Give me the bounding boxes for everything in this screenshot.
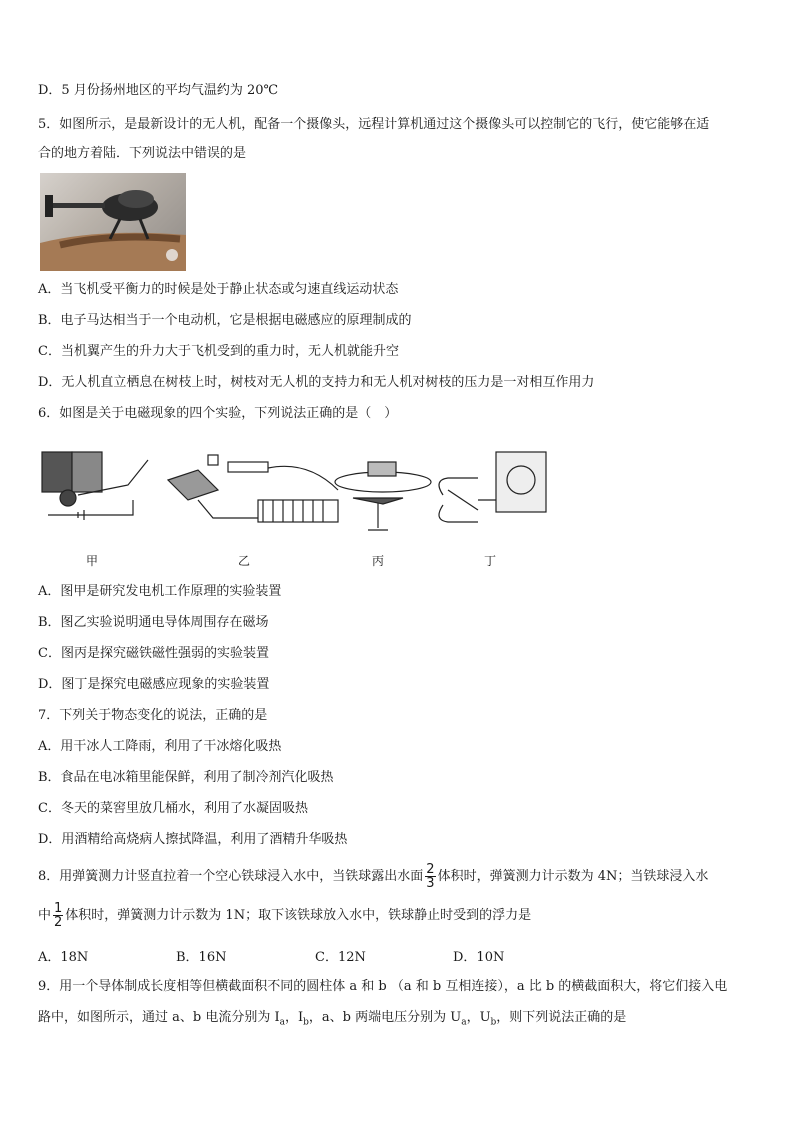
q7-option-a: A．用干冰人工降雨，利用了干冰熔化吸热 [38, 739, 282, 754]
q6-figures [38, 440, 558, 570]
q8-stem-line1 [38, 862, 758, 892]
q9-line2-sep2: ，U [466, 1010, 491, 1025]
electromagnetism-experiments-diagram [38, 440, 558, 550]
frac2-denominator: 2 [54, 915, 63, 930]
q7-option-c: C．冬天的菜窖里放几桶水，利用了水凝固吸热 [38, 801, 308, 816]
figure-jia-diagram [42, 452, 148, 520]
q6-option-a: A．图甲是研究发电机工作原理的实验装置 [38, 584, 282, 599]
frac1-numerator: 2 [426, 862, 435, 877]
drone-illustration [40, 173, 186, 271]
q5-option-a: A．当飞机受平衡力的时候是处于静止状态或匀速直线运动状态 [38, 282, 399, 297]
q5-stem-line1: 5．如图所示，是最新设计的无人机，配备一个摄像头，远程计算机通过这个摄像头可以控制它的飞行，使它能够在适 [38, 117, 710, 132]
q9-line2-sep1: ，I [284, 1010, 304, 1025]
caption-yi: 乙 [238, 554, 251, 568]
figure-bing-diagram [335, 462, 431, 530]
q7-option-d: D．用酒精给高烧病人擦拭降温，利用了酒精升华吸热 [38, 832, 348, 847]
q5-option-c: C．当机翼产生的升力大于飞机受到的重力时，无人机就能升空 [38, 344, 399, 359]
caption-bing: 丙 [372, 554, 385, 568]
q5-stem-line2: 合的地方着陆．下列说法中错误的是 [38, 146, 247, 161]
sub-b: b [303, 1017, 309, 1028]
q8-stem-line2-part2: 体积时，弹簧测力计示数为 1N；取下该铁球放入水中，铁球静止时受到的浮力是 [65, 908, 532, 923]
drone-photo [40, 173, 186, 271]
q8-stem-line1-part2: 体积时，弹簧测力计示数为 4N；当铁球浸入水 [437, 869, 709, 884]
caption-ding: 丁 [484, 554, 497, 568]
frac2-numerator: 1 [54, 901, 63, 916]
q7-stem: 7．下列关于物态变化的说法，正确的是 [38, 708, 268, 723]
q8-option-c: C．12N [315, 950, 366, 965]
q8-stem-line2-part1: 中 [38, 908, 52, 923]
q9-line2-part3: ，则下列说法正确的是 [496, 1010, 627, 1025]
q5-option-d: D．无人机直立栖息在树枝上时，树枝对无人机的支持力和无人机对树枝的压力是一对相互作用力 [38, 375, 595, 390]
frac1-denominator: 3 [426, 876, 435, 891]
q9-stem-line1: 9．用一个导体制成长度相等但横截面积不同的圆柱体 a 和 b （a 和 b 互相连接），a 比 b 的横截面积大，将它们接入电 [38, 979, 728, 994]
figure-yi-diagram [168, 455, 338, 522]
q7-option-b: B．食品在电冰箱里能保鲜，利用了制冷剂汽化吸热 [38, 770, 334, 785]
caption-jia: 甲 [86, 554, 99, 568]
q9-stem-line2 [38, 1009, 758, 1032]
q6-option-d: D．图丁是探究电磁感应现象的实验装置 [38, 677, 270, 692]
q9-line2-part1: 路中，如图所示，通过 a、b 电流分别为 I [38, 1010, 280, 1025]
q8-stem-line1-part1: 8．用弹簧测力计竖直拉着一个空心铁球浸入水中，当铁球露出水面 [38, 869, 424, 884]
fraction-two-thirds [425, 863, 435, 890]
sub-b2: b [490, 1017, 497, 1028]
sub-a2: a [461, 1017, 467, 1028]
sub-a: a [279, 1017, 285, 1028]
q6-stem: 6．如图是关于电磁现象的四个实验，下列说法正确的是（ ） [38, 406, 398, 421]
q4-option-d: D．5 月份扬州地区的平均气温约为 20℃ [38, 83, 279, 98]
q8-option-a: A．18N [38, 950, 89, 965]
q8-option-b: B．16N [176, 950, 227, 965]
fraction-one-half [53, 902, 63, 929]
q6-option-b: B．图乙实验说明通电导体周围存在磁场 [38, 615, 269, 630]
q8-option-d: D．10N [453, 950, 505, 965]
q6-option-c: C．图丙是探究磁铁磁性强弱的实验装置 [38, 646, 269, 661]
q9-line2-part2: ，a、b 两端电压分别为 U [308, 1010, 462, 1025]
q8-stem-line2 [38, 901, 758, 931]
figure-ding-diagram [439, 452, 546, 522]
q5-option-b: B．电子马达相当于一个电动机，它是根据电磁感应的原理制成的 [38, 313, 412, 328]
